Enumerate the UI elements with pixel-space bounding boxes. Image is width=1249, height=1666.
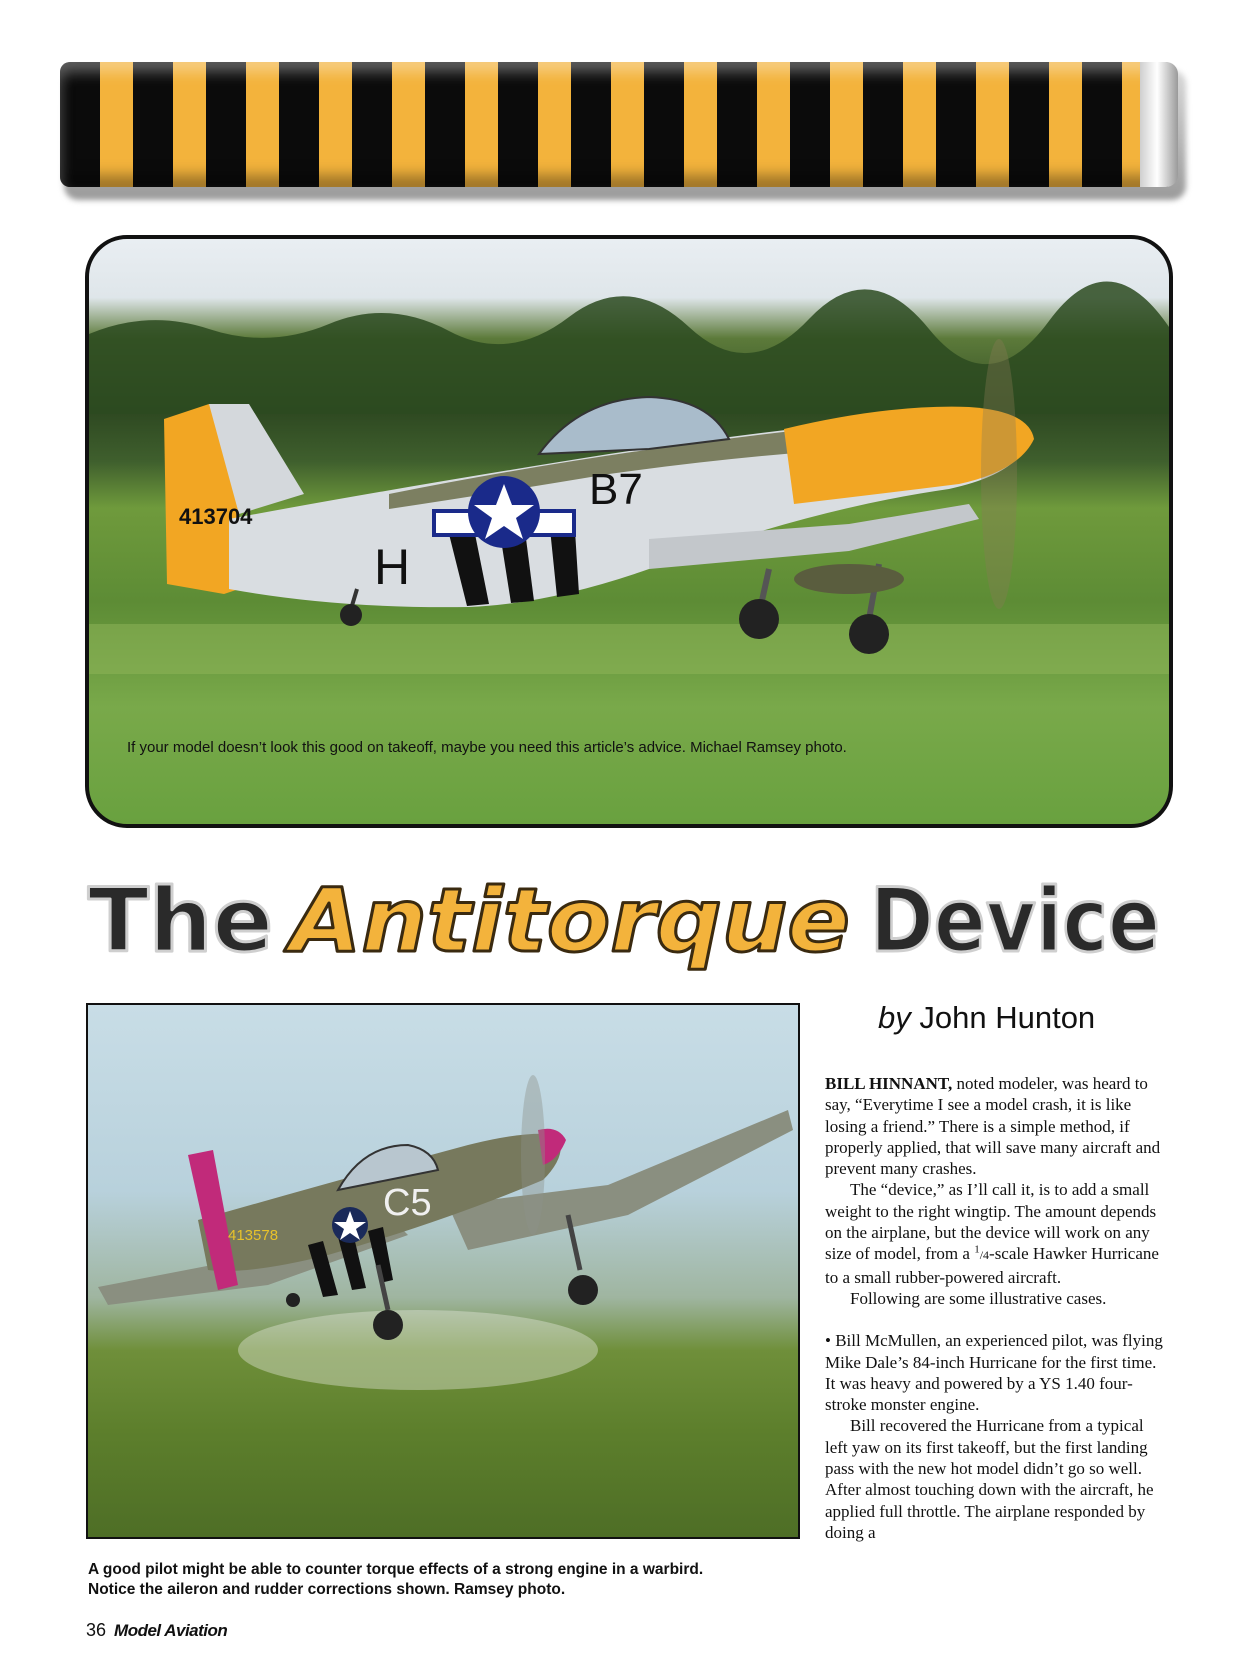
title-word-antitorque: Antitorque [283,869,850,972]
paragraph-2-text-b: -scale Hawker Hurricane to a small rubber-powered aircraft. [825,1244,1159,1287]
page-footer [86,1620,227,1641]
article-title [80,835,1170,975]
paragraph-2-text-a: The “device,” as I’ll call it, is to add a small weight to the right wingtip. The amount depends on the airplane, but the device will work on any size of model, from a [825,1180,1157,1264]
title-word-the: The [88,869,273,972]
top-fuselage-code: B7 [589,465,643,514]
paragraph-5: Bill recovered the Hurricane from a typical left yaw on its first takeoff, but the first landing pass with the new hot model didn’t go so well. After almost touching down with the aircraft, he applied full throttle. The airplane responded by doing a [825,1416,1154,1542]
fraction-numerator: 1 [974,1243,980,1256]
page-number: 36 [86,1620,107,1640]
left-photo-caption [88,1560,808,1600]
fraction-denominator: /4 [979,1248,990,1263]
checkered-banner [60,62,1175,187]
top-fuselage-letter: H [374,539,411,595]
byline-by: by [878,1000,911,1035]
left-caption-line2: Notice the aileron and rudder corrections shown. Ramsey photo. [88,1581,566,1598]
lead-name: BILL HINNANT, [825,1074,953,1093]
left-fuselage-code: C5 [383,1182,432,1224]
left-tail-number: 413578 [228,1227,279,1244]
banner-end-cap [1140,62,1178,187]
p51-banking-illustration [88,1005,798,1537]
top-photo-caption: If your model doesn’t look this good on takeoff, maybe you need this article’s advice. Michael Ramsey photo. [127,739,847,756]
byline-author: John Hunton [919,1000,1096,1035]
article-body [825,1073,1170,1543]
paragraph-1 [825,1073,1170,1179]
paragraph-4: • Bill McMullen, an experienced pilot, was flying Mike Dale’s 84-inch Hurricane for the first time. It was heavy and powered by a YS 1.40 four-stroke monster engine. [825,1331,1163,1415]
byline [878,1000,1095,1036]
magazine-name: Model Aviation [114,1621,228,1640]
paragraph-2 [825,1179,1170,1287]
left-photo [86,1003,800,1539]
paragraph-1-text: noted modeler, was heard to say, “Everytime I see a model crash, it is like losing a friend.” There is a simple method, if properly applied, that will save many aircraft and prevent many crashes. [825,1074,1161,1179]
top-tail-number: 413704 [179,504,253,529]
top-photo [85,235,1173,828]
p51-mustang-illustration [89,239,1169,824]
paragraph-3: Following are some illustrative cases. [850,1288,1107,1308]
left-caption-line1: A good pilot might be able to counter torque effects of a strong engine in a warbird. [88,1561,704,1578]
title-word-device: Device [870,869,1160,972]
